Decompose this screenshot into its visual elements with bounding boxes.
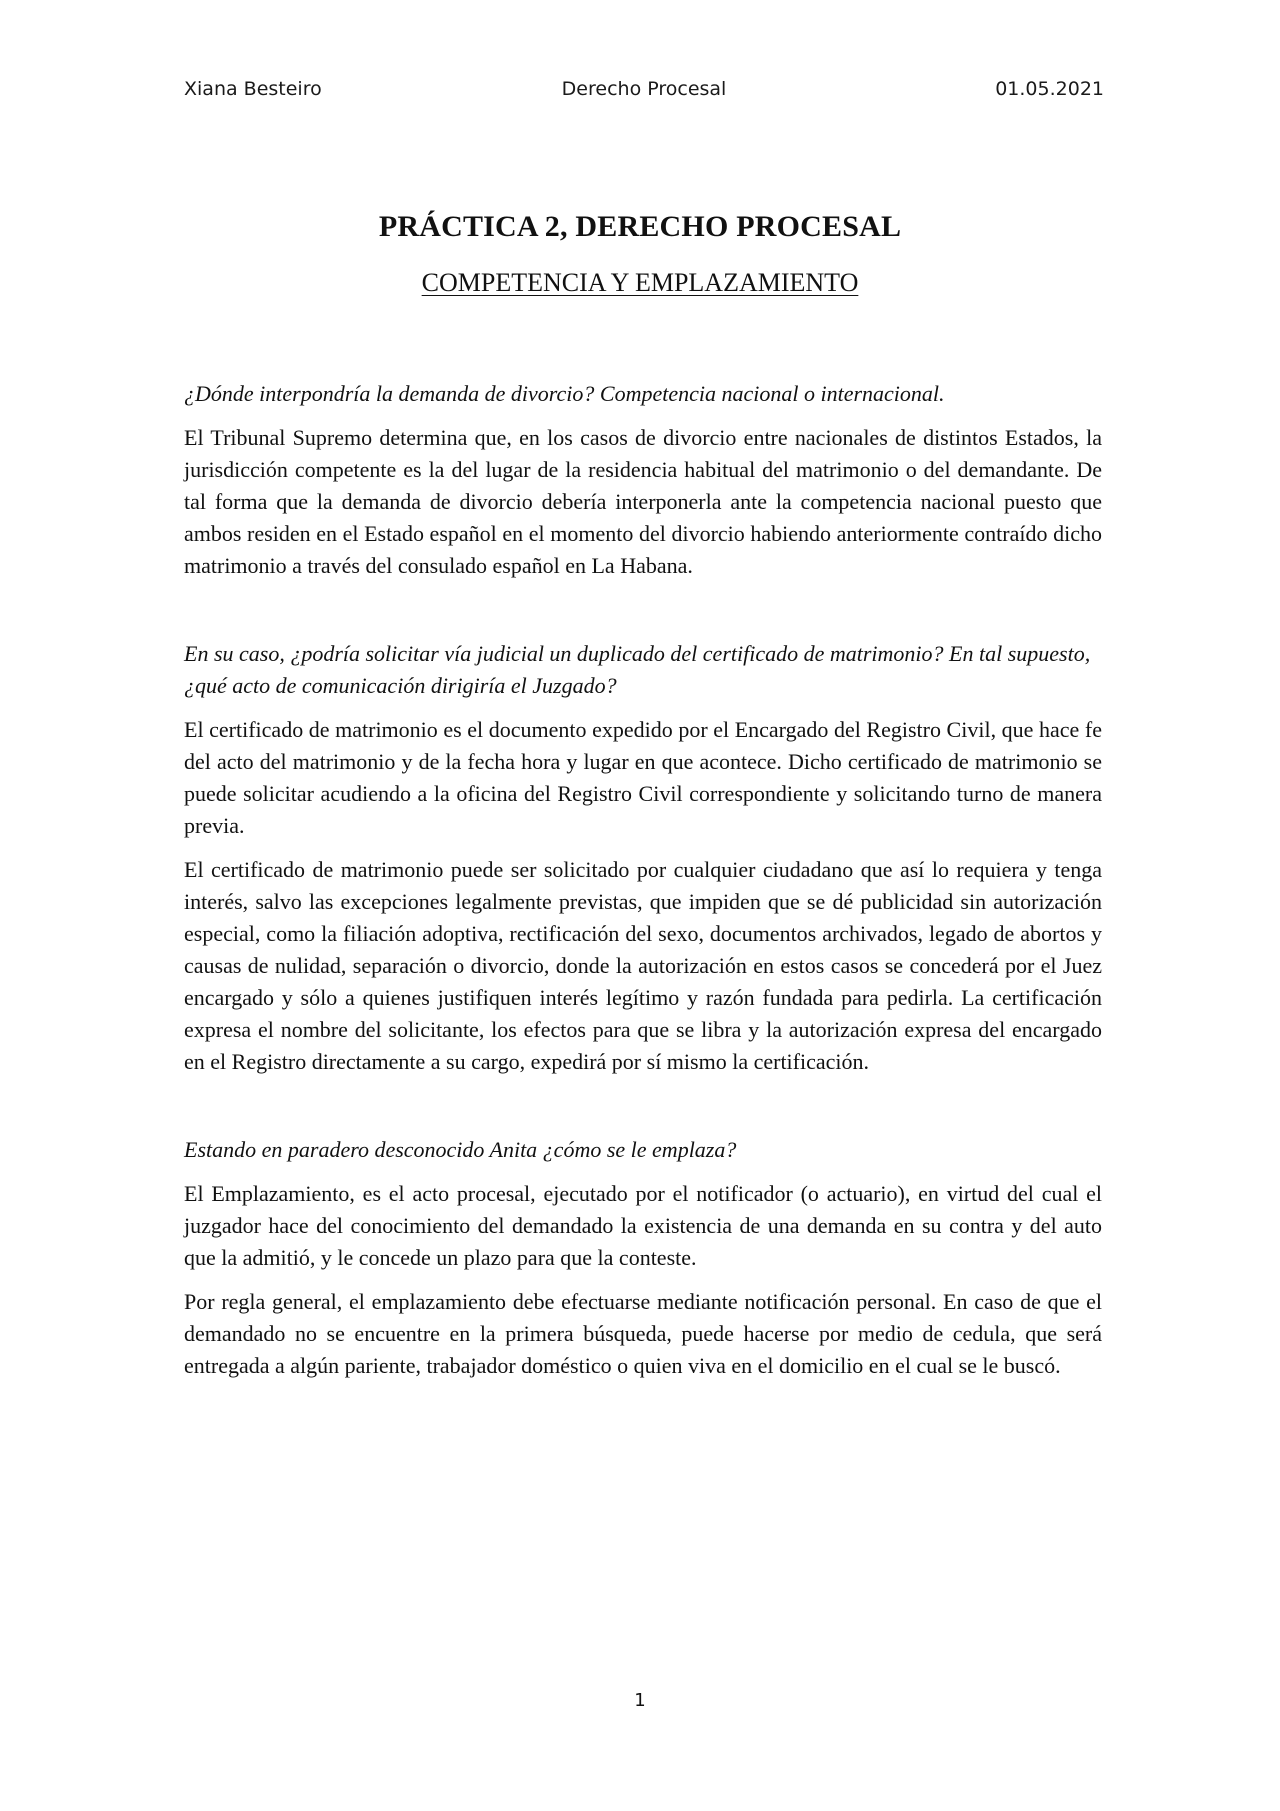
section-competencia xyxy=(184,378,1102,582)
answer-paragraph: El Tribunal Supremo determina que, en los casos de divorcio entre nacionales de distintos Estados, la jurisdicción competente es la del lugar de la residencia habitual del matrimonio o del demandante. De tal forma que la demanda de divorcio debería interponerla ante la competencia nacional puesto que ambos residen en el Estado español en el momento del divorcio habiendo anteriormente contraído dicho matrimonio a través del consulado español en La Habana. xyxy=(184,425,1102,578)
answer-paragraph: El Emplazamiento, es el acto procesal, ejecutado por el notificador (o actuario), en virtud del cual el juzgador hace del conocimiento del demandado la existencia de una demanda en su contra y del auto que la admitió, y le concede un plazo para que la conteste. xyxy=(184,1181,1102,1270)
document-body xyxy=(184,378,1102,1394)
question-heading: En su caso, ¿podría solicitar vía judicial un duplicado del certificado de matrimonio? En tal supuesto, ¿qué acto de comunicación dirigiría el Juzgado? xyxy=(184,641,1091,698)
document-title: PRÁCTICA 2, DERECHO PROCESAL xyxy=(378,210,902,243)
question-heading: ¿Dónde interpondría la demanda de divorcio? Competencia nacional o internacional. xyxy=(184,381,945,406)
document-subtitle: COMPETENCIA Y EMPLAZAMIENTO xyxy=(421,268,859,297)
answer-paragraph: El certificado de matrimonio puede ser solicitado por cualquier ciudadano que así lo requiera y tenga interés, salvo las excepciones legalmente previstas, que impiden que se dé publicidad sin autorización especial, como la filiación adoptiva, rectificación del sexo, documentos archivados, legado de abortos y causas de nulidad, separación o divorcio, donde la autorización en estos casos se concederá por el Juez encargado y sólo a quienes justifiquen interés legítimo y razón fundada para pedirla. La certificación expresa el nombre del solicitante, los efectos para que se libra y la autorización expresa del encargado en el Registro directamente a su cargo, expedirá por sí mismo la certificación. xyxy=(184,857,1102,1074)
question-heading: Estando en paradero desconocido Anita ¿cómo se le emplaza? xyxy=(184,1137,737,1162)
header-subject: Derecho Procesal xyxy=(561,78,727,100)
section-certificado xyxy=(184,638,1102,1078)
page-number: 1 xyxy=(634,1690,646,1711)
answer-paragraph: Por regla general, el emplazamiento debe efectuarse mediante notificación personal. En caso de que el demandado no se encuentre en la primera búsqueda, puede hacerse por medio de cedula, que será entregada a algún pariente, trabajador doméstico o quien viva en el domicilio en el cual se le buscó. xyxy=(184,1289,1102,1378)
page-header xyxy=(184,78,1104,106)
answer-paragraph: El certificado de matrimonio es el documento expedido por el Encargado del Registro Civil, que hace fe del acto del matrimonio y de la fecha hora y lugar en que acontece. Dicho certificado de matrimonio se puede solicitar acudiendo a la oficina del Registro Civil correspondiente y solicitando turno de manera previa. xyxy=(184,717,1102,838)
header-author: Xiana Besteiro xyxy=(184,78,322,100)
section-emplazamiento xyxy=(184,1134,1102,1382)
header-date: 01.05.2021 xyxy=(995,78,1104,100)
